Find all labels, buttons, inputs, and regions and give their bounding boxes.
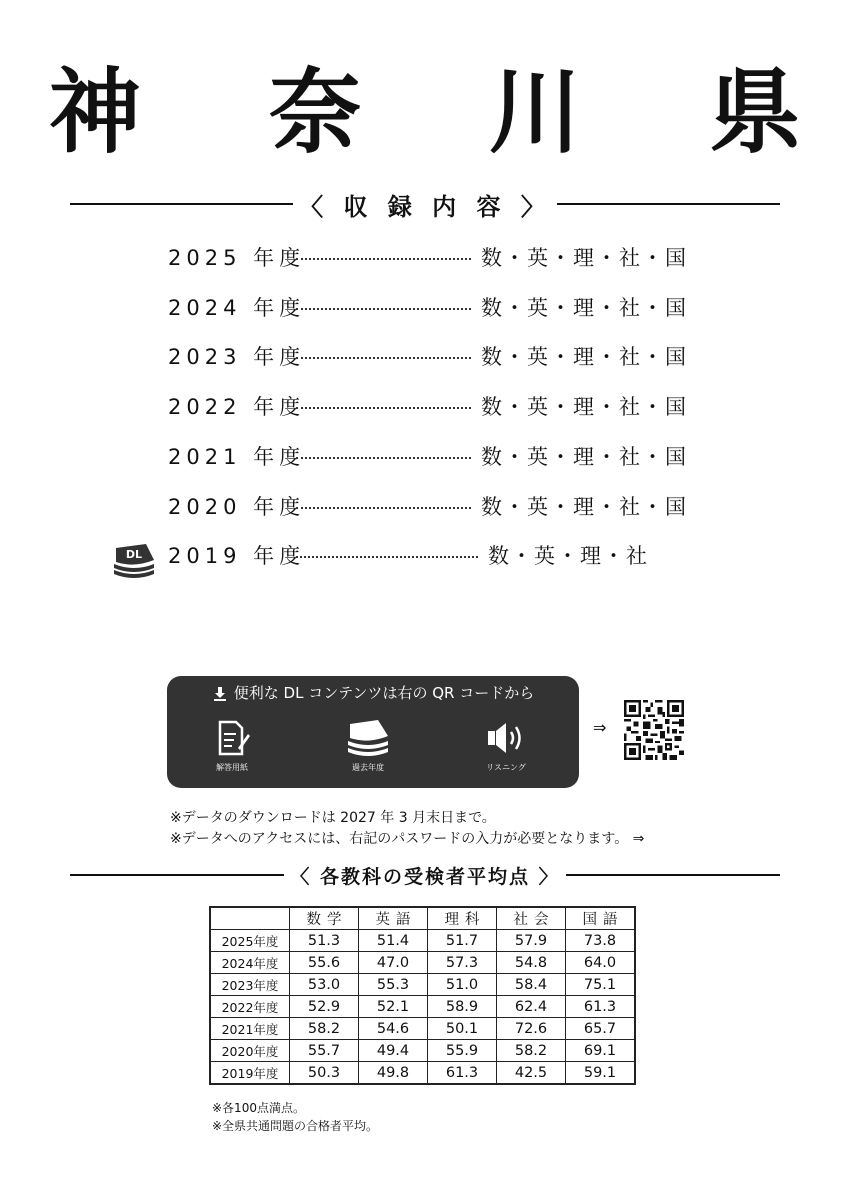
dl-note: ※データのダウンロードは 2027 年 3 月末日まで。 [170,810,496,826]
score-cell: 65.7 [566,1018,636,1040]
table-row [210,952,635,974]
row-year: 2020年度 [210,1040,290,1062]
contents-year: 2023 年度 [168,345,306,370]
score-cell: 57.9 [497,930,566,952]
score-cell: 55.6 [290,952,359,974]
table-row [210,1040,635,1062]
average-scores-table [209,906,636,1085]
contents-row [168,489,688,523]
dotted-leader [296,357,471,359]
scores-heading-label: 〈 各教科の受検者平均点 〉 [290,865,560,888]
row-year: 2022年度 [210,996,290,1018]
dl-item-answer-sheet[interactable] [177,718,287,773]
book-stack-icon [344,718,392,758]
score-cell: 72.6 [497,1018,566,1040]
header-cell: 理科 [428,907,497,930]
heading-rule-left [70,203,293,205]
score-cell: 47.0 [359,952,428,974]
row-year: 2019年度 [210,1062,290,1085]
contents-subjects: 数・英・理・社 [488,544,649,569]
answer-sheet-icon [212,718,252,758]
qr-code-icon[interactable] [624,700,684,760]
score-cell: 52.1 [359,996,428,1018]
score-cell: 62.4 [497,996,566,1018]
page-title: 神 奈 川 県 [48,59,850,166]
score-cell: 51.0 [428,974,497,996]
score-cell: 42.5 [497,1062,566,1085]
contents-row [168,538,688,572]
speaker-icon [484,718,528,758]
score-cell: 54.8 [497,952,566,974]
dl-badge-text: DL [125,548,143,561]
score-cell: 58.2 [290,1018,359,1040]
score-cell: 54.6 [359,1018,428,1040]
dotted-leader [296,308,471,310]
contents-row [168,439,688,473]
score-cell: 73.8 [566,930,636,952]
score-cell: 75.1 [566,974,636,996]
score-cell: 51.3 [290,930,359,952]
score-cell: 51.4 [359,930,428,952]
score-cell: 69.1 [566,1040,636,1062]
score-cell: 50.1 [428,1018,497,1040]
download-icon [212,686,228,702]
contents-subjects: 数・英・理・社・国 [481,345,688,370]
dl-note: ※データへのアクセスには、右記のパスワードの入力が必要となります。 ⇒ [170,831,645,847]
score-cell: 58.4 [497,974,566,996]
header-cell: 英語 [359,907,428,930]
score-cell: 52.9 [290,996,359,1018]
dl-item-label: リスニング [486,763,526,772]
dotted-leader [296,407,471,409]
heading-rule-left [70,874,284,876]
row-year: 2024年度 [210,952,290,974]
dl-panel-heading: 便利な DL コンテンツは右の QR コードから [233,684,535,702]
contents-subjects: 数・英・理・社・国 [481,295,688,320]
contents-year: 2022 年度 [168,395,306,420]
score-cell: 49.4 [359,1040,428,1062]
row-year: 2023年度 [210,974,290,996]
score-cell: 51.7 [428,930,497,952]
contents-year: 2025 年度 [168,246,306,270]
dl-item-label: 解答用紙 [216,763,248,772]
scores-heading [70,860,780,890]
dotted-leader [296,457,471,459]
row-year: 2021年度 [210,1018,290,1040]
contents-subjects: 数・英・理・社・国 [481,494,688,519]
contents-row [168,290,688,324]
contents-subjects: 数・英・理・社・国 [481,444,688,469]
contents-row [168,339,688,373]
table-row [210,1062,635,1085]
table-header-row [210,907,635,930]
heading-rule-right [566,874,780,876]
score-cell: 58.9 [428,996,497,1018]
dl-item-past-years[interactable] [313,718,423,773]
contents-year: 2020 年度 [168,494,306,519]
dl-item-listening[interactable] [451,718,561,773]
contents-year: 2024 年度 [168,295,306,320]
table-row [210,996,635,1018]
heading-rule-right [557,203,780,205]
header-cell: 社会 [497,907,566,930]
footnotes [212,1099,378,1135]
header-cell: 数学 [290,907,359,930]
dl-content-panel [167,676,579,788]
dl-item-label: 過去年度 [352,763,384,772]
score-cell: 58.2 [497,1040,566,1062]
dotted-leader [296,258,471,260]
footnote: ※各100点満点。 [212,1101,305,1115]
contents-subjects: 数・英・理・社・国 [481,395,688,420]
contents-year: 2021 年度 [168,444,306,469]
score-cell: 61.3 [566,996,636,1018]
dl-book-icon [110,542,158,580]
contents-heading [70,189,780,219]
score-cell: 55.3 [359,974,428,996]
header-cell: 国語 [566,907,636,930]
score-cell: 50.3 [290,1062,359,1085]
contents-year: 2019 年度 [168,544,306,569]
dotted-leader [296,507,471,509]
qr-arrow: ⇒ [593,718,607,737]
table-row [210,974,635,996]
contents-subjects: 数・英・理・社・国 [481,246,688,270]
score-cell: 49.8 [359,1062,428,1085]
footnote: ※全県共通問題の合格者平均。 [212,1119,379,1133]
dl-notes [170,808,644,850]
table-row [210,1018,635,1040]
contents-row [168,389,688,423]
contents-heading-label: 〈 収 録 内 容 〉 [299,192,551,221]
score-cell: 64.0 [566,952,636,974]
score-cell: 61.3 [428,1062,497,1085]
score-cell: 55.9 [428,1040,497,1062]
score-cell: 55.7 [290,1040,359,1062]
dotted-leader [296,556,478,558]
row-year: 2025年度 [210,930,290,952]
score-cell: 59.1 [566,1062,636,1085]
contents-row [168,240,688,274]
table-row [210,930,635,952]
score-cell: 57.3 [428,952,497,974]
header-corner [210,907,290,930]
score-cell: 53.0 [290,974,359,996]
